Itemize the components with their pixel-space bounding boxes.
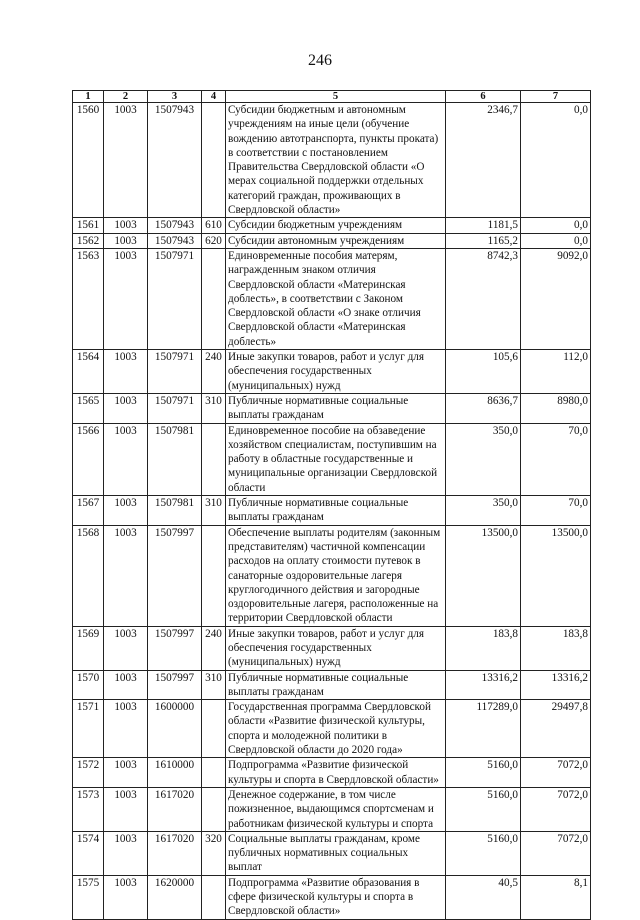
table-row xyxy=(73,787,591,831)
table-row xyxy=(73,626,591,670)
expense-type: 610 xyxy=(202,218,226,233)
target-code: 1507971 xyxy=(148,350,202,394)
item-name: Публичные нормативные социальные выплаты гражданам xyxy=(226,393,446,423)
expense-type: 240 xyxy=(202,626,226,670)
section-code: 1003 xyxy=(104,233,148,248)
section-code: 1003 xyxy=(104,496,148,526)
amount-col-7: 70,0 xyxy=(521,496,591,526)
amount-col-7: 0,0 xyxy=(521,103,591,218)
table-row xyxy=(73,700,591,758)
table-row xyxy=(73,423,591,495)
row-number: 1570 xyxy=(73,670,104,700)
target-code: 1507971 xyxy=(148,248,202,349)
row-number: 1565 xyxy=(73,393,104,423)
amount-col-6: 13500,0 xyxy=(446,525,521,626)
item-name: Публичные нормативные социальные выплаты гражданам xyxy=(226,496,446,526)
target-code: 1507997 xyxy=(148,525,202,626)
amount-col-6: 5160,0 xyxy=(446,787,521,831)
item-name: Социальные выплаты гражданам, кроме публичных нормативных социальных выплат xyxy=(226,831,446,875)
target-code: 1617020 xyxy=(148,787,202,831)
section-code: 1003 xyxy=(104,350,148,394)
table-row xyxy=(73,248,591,349)
target-code: 1507971 xyxy=(148,393,202,423)
amount-col-7: 7072,0 xyxy=(521,831,591,875)
item-name: Подпрограмма «Развитие физической культуры и спорта в Свердловской области» xyxy=(226,758,446,788)
table-row xyxy=(73,670,591,700)
amount-col-7: 7072,0 xyxy=(521,787,591,831)
expense-type xyxy=(202,758,226,788)
item-name: Государственная программа Свердловской области «Развитие физической культуры, спорта и молодежной политики в Свердловской области до 2020 года» xyxy=(226,700,446,758)
section-code: 1003 xyxy=(104,626,148,670)
table-row xyxy=(73,525,591,626)
target-code: 1620000 xyxy=(148,875,202,919)
amount-col-6: 117289,0 xyxy=(446,700,521,758)
amount-col-7: 0,0 xyxy=(521,218,591,233)
section-code: 1003 xyxy=(104,103,148,218)
amount-col-7: 9092,0 xyxy=(521,248,591,349)
expense-type: 310 xyxy=(202,670,226,700)
amount-col-7: 8,1 xyxy=(521,875,591,919)
header-col-2: 2 xyxy=(104,91,148,103)
item-name: Обеспечение выплаты родителям (законным представителям) частичной компенсации расходов на оплату стоимости путевок в санаторные оздоровительные лагеря круглогодичного действия и загородные оздоровительные лагеря, расположенные на территории Свердловской области xyxy=(226,525,446,626)
section-code: 1003 xyxy=(104,525,148,626)
section-code: 1003 xyxy=(104,875,148,919)
expense-type: 320 xyxy=(202,831,226,875)
amount-col-6: 8636,7 xyxy=(446,393,521,423)
target-code: 1507997 xyxy=(148,626,202,670)
row-number: 1567 xyxy=(73,496,104,526)
row-number: 1574 xyxy=(73,831,104,875)
target-code: 1507943 xyxy=(148,103,202,218)
amount-col-6: 1181,5 xyxy=(446,218,521,233)
section-code: 1003 xyxy=(104,831,148,875)
expense-type: 620 xyxy=(202,233,226,248)
section-code: 1003 xyxy=(104,787,148,831)
table-row xyxy=(73,496,591,526)
expense-type: 240 xyxy=(202,350,226,394)
amount-col-7: 8980,0 xyxy=(521,393,591,423)
table-row xyxy=(73,758,591,788)
header-col-5: 5 xyxy=(226,91,446,103)
row-number: 1571 xyxy=(73,700,104,758)
item-name: Денежное содержание, в том числе пожизненное, выдающимся спортсменам и работникам физической культуры и спорта xyxy=(226,787,446,831)
table-row xyxy=(73,875,591,919)
target-code: 1507997 xyxy=(148,670,202,700)
expense-type xyxy=(202,103,226,218)
section-code: 1003 xyxy=(104,700,148,758)
expense-type xyxy=(202,423,226,495)
page-number: 246 xyxy=(308,52,332,69)
amount-col-6: 350,0 xyxy=(446,423,521,495)
expense-type xyxy=(202,700,226,758)
target-code: 1507943 xyxy=(148,218,202,233)
row-number: 1573 xyxy=(73,787,104,831)
target-code: 1617020 xyxy=(148,831,202,875)
amount-col-6: 5160,0 xyxy=(446,831,521,875)
target-code: 1610000 xyxy=(148,758,202,788)
row-number: 1572 xyxy=(73,758,104,788)
table-row xyxy=(73,393,591,423)
expense-type: 310 xyxy=(202,393,226,423)
amount-col-6: 1165,2 xyxy=(446,233,521,248)
header-col-1: 1 xyxy=(73,91,104,103)
header-col-4: 4 xyxy=(202,91,226,103)
amount-col-6: 40,5 xyxy=(446,875,521,919)
amount-col-6: 8742,3 xyxy=(446,248,521,349)
table-body xyxy=(73,103,591,920)
amount-col-7: 70,0 xyxy=(521,423,591,495)
row-number: 1568 xyxy=(73,525,104,626)
item-name: Субсидии автономным учреждениям xyxy=(226,233,446,248)
budget-table xyxy=(72,90,591,920)
table-row xyxy=(73,831,591,875)
target-code: 1507943 xyxy=(148,233,202,248)
target-code: 1507981 xyxy=(148,496,202,526)
amount-col-6: 2346,7 xyxy=(446,103,521,218)
row-number: 1563 xyxy=(73,248,104,349)
item-name: Субсидии бюджетным учреждениям xyxy=(226,218,446,233)
target-code: 1507981 xyxy=(148,423,202,495)
table-row xyxy=(73,103,591,218)
header-col-3: 3 xyxy=(148,91,202,103)
item-name: Иные закупки товаров, работ и услуг для обеспечения государственных (муниципальных) нужд xyxy=(226,350,446,394)
section-code: 1003 xyxy=(104,670,148,700)
expense-type xyxy=(202,875,226,919)
amount-col-7: 13500,0 xyxy=(521,525,591,626)
target-code: 1600000 xyxy=(148,700,202,758)
item-name: Единовременное пособие на обзаведение хозяйством специалистам, поступившим на работу в областные государственные и муниципальные организации Свердловской области xyxy=(226,423,446,495)
amount-col-6: 183,8 xyxy=(446,626,521,670)
row-number: 1569 xyxy=(73,626,104,670)
amount-col-6: 105,6 xyxy=(446,350,521,394)
amount-col-6: 13316,2 xyxy=(446,670,521,700)
section-code: 1003 xyxy=(104,393,148,423)
item-name: Подпрограмма «Развитие образования в сфере физической культуры и спорта в Свердловской области» xyxy=(226,875,446,919)
item-name: Единовременные пособия матерям, награжденным знаком отличия Свердловской области «Материнская доблесть», в соответствии с Законом Свердловской области «О знаке отличия Свердловской области «Материнская доблесть» xyxy=(226,248,446,349)
header-col-7: 7 xyxy=(521,91,591,103)
section-code: 1003 xyxy=(104,758,148,788)
row-number: 1561 xyxy=(73,218,104,233)
header-row xyxy=(73,91,591,103)
row-number: 1560 xyxy=(73,103,104,218)
table-row xyxy=(73,218,591,233)
expense-type: 310 xyxy=(202,496,226,526)
row-number: 1564 xyxy=(73,350,104,394)
expense-type xyxy=(202,787,226,831)
section-code: 1003 xyxy=(104,218,148,233)
amount-col-7: 183,8 xyxy=(521,626,591,670)
section-code: 1003 xyxy=(104,248,148,349)
item-name: Иные закупки товаров, работ и услуг для обеспечения государственных (муниципальных) нужд xyxy=(226,626,446,670)
amount-col-7: 7072,0 xyxy=(521,758,591,788)
amount-col-6: 350,0 xyxy=(446,496,521,526)
table-row xyxy=(73,233,591,248)
item-name: Публичные нормативные социальные выплаты гражданам xyxy=(226,670,446,700)
amount-col-7: 0,0 xyxy=(521,233,591,248)
expense-type xyxy=(202,248,226,349)
row-number: 1566 xyxy=(73,423,104,495)
expense-type xyxy=(202,525,226,626)
item-name: Субсидии бюджетным и автономным учреждениям на иные цели (обучение вождению автотранспорта, пункты проката) в соответствии с постановлением Правительства Свердловской области «О мерах социальной поддержки отдельных категорий граждан, проживающих в Свердловской области» xyxy=(226,103,446,218)
section-code: 1003 xyxy=(104,423,148,495)
header-col-6: 6 xyxy=(446,91,521,103)
row-number: 1562 xyxy=(73,233,104,248)
table-row xyxy=(73,350,591,394)
row-number: 1575 xyxy=(73,875,104,919)
amount-col-7: 29497,8 xyxy=(521,700,591,758)
amount-col-7: 112,0 xyxy=(521,350,591,394)
amount-col-6: 5160,0 xyxy=(446,758,521,788)
amount-col-7: 13316,2 xyxy=(521,670,591,700)
